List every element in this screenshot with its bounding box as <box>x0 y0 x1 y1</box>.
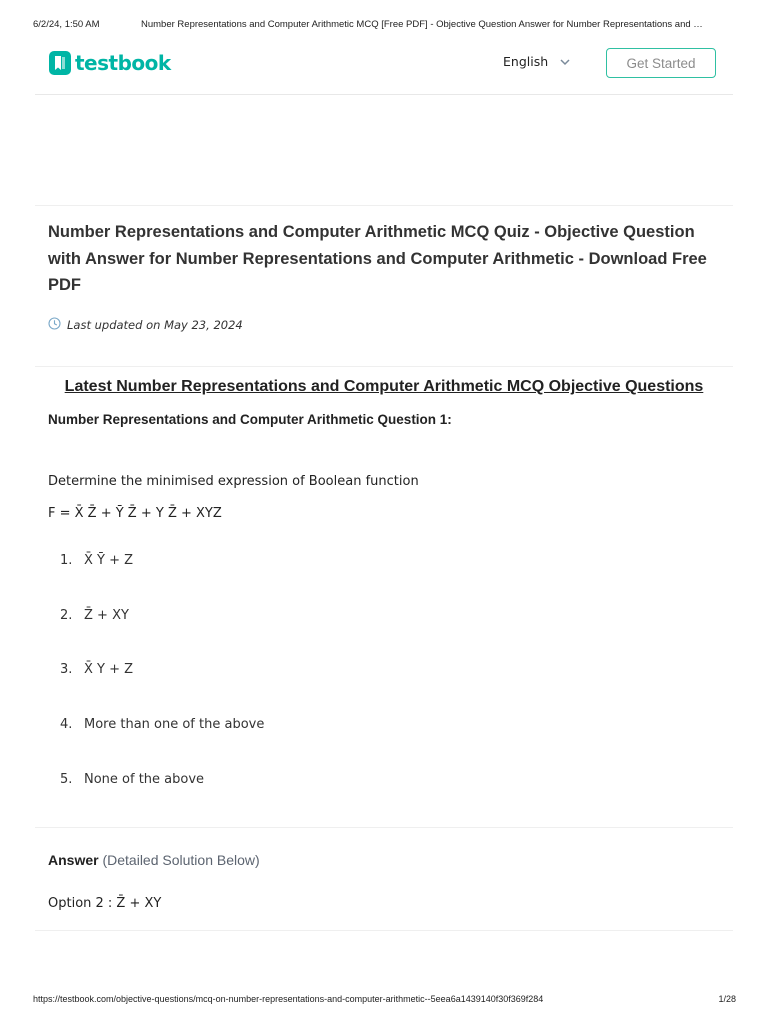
option-number: 2. <box>60 607 73 623</box>
print-footer <box>33 994 736 1004</box>
print-header <box>33 19 735 30</box>
option-text: More than one of the above <box>84 717 265 733</box>
last-updated <box>48 317 243 333</box>
logo-text: testbook <box>75 51 171 75</box>
divider <box>35 930 733 931</box>
question-text: Determine the minimised expression of Boolean function <box>48 474 419 489</box>
section-heading[interactable]: Latest Number Representations and Computer Arithmetic MCQ Objective Questions <box>64 378 704 395</box>
option-item[interactable] <box>60 608 264 663</box>
option-text: Z̄ + XY <box>84 607 129 623</box>
answer-header <box>48 852 260 868</box>
chevron-down-icon <box>560 54 570 69</box>
option-number: 1. <box>60 553 73 568</box>
clock-icon <box>48 317 61 333</box>
boolean-formula: F = X̄ Z̄ + Ȳ Z̄ + Y Z̄ + XYZ <box>48 506 222 521</box>
language-selector[interactable] <box>503 54 570 69</box>
detailed-solution-link[interactable]: (Detailed Solution Below) <box>102 852 260 868</box>
options-list <box>60 553 264 826</box>
book-icon <box>49 51 71 75</box>
navbar <box>35 44 733 95</box>
divider <box>35 205 733 206</box>
option-number: 5. <box>60 771 73 787</box>
option-item[interactable] <box>60 553 264 608</box>
option-item[interactable] <box>60 772 264 827</box>
page-title: Number Representations and Computer Arithmetic MCQ Quiz - Objective Question with Answer for Number Representations and Computer Arithmetic - Download Free PDF <box>48 223 707 294</box>
option-item[interactable] <box>60 717 264 772</box>
answer-label: Answer <box>48 852 99 868</box>
option-item[interactable] <box>60 662 264 717</box>
question-label: Number Representations and Computer Arithmetic Question 1: <box>48 412 452 427</box>
print-document-title: Number Representations and Computer Arithmetic MCQ [Free PDF] - Objective Question Answer for Number Representations and … <box>141 19 703 30</box>
option-text: X̄ Ȳ + Z <box>84 553 134 568</box>
divider <box>35 827 733 828</box>
option-number: 3. <box>60 662 73 678</box>
option-number: 4. <box>60 717 73 733</box>
answer-value: Option 2 : Z̄ + XY <box>48 896 162 911</box>
page-number: 1/28 <box>718 994 736 1004</box>
option-text: None of the above <box>84 771 205 787</box>
print-datetime: 6/2/24, 1:50 AM <box>33 19 100 30</box>
print-url: https://testbook.com/objective-questions/mcq-on-number-representations-and-computer-arithmetic--5eea6a1439140f30f369f284 <box>33 994 544 1004</box>
option-text: X̄ Y + Z <box>84 662 134 678</box>
testbook-logo[interactable] <box>49 50 171 76</box>
last-updated-text: Last updated on May 23, 2024 <box>67 318 243 332</box>
language-label: English <box>503 54 549 69</box>
divider <box>35 366 733 367</box>
get-started-button[interactable]: Get Started <box>606 48 716 78</box>
